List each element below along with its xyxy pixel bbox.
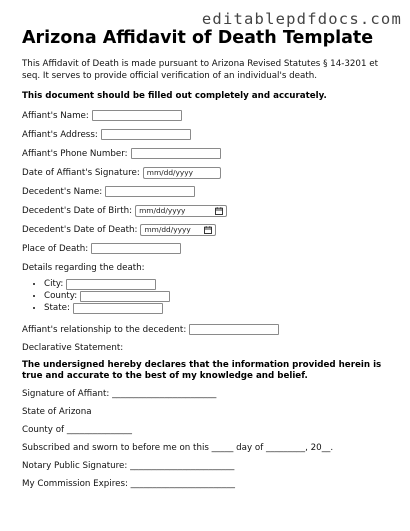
completion-notice: This document should be filled out completely and accurately.: [22, 91, 327, 101]
subscribed-sworn-line: Subscribed and sworn to before me on this _____ day of _________, 20__.: [22, 443, 334, 453]
commission-expires-line: My Commission Expires: ________________________: [22, 479, 235, 489]
decedent-birth-label: Decedent's Date of Birth:: [22, 205, 133, 216]
intro-paragraph: This Affidavit of Death is made pursuant to Arizona Revised Statutes § 14-3201 et seq. It serves to provide official verification of an individual's death.: [22, 59, 378, 81]
decedent-name-label: Decedent's Name:: [22, 186, 103, 197]
date-placeholder: mm/dd/yyyy: [139, 206, 186, 215]
affiant-address-label: Affiant's Address:: [22, 129, 98, 140]
declaration-text: The undersigned hereby declares that the information provided herein is true and accurate to the best of my knowledge and belief.: [22, 360, 382, 381]
relationship-label: Affiant's relationship to the decedent:: [22, 324, 187, 335]
date-placeholder: mm/dd/yyyy: [144, 225, 191, 234]
decedent-death-row: [22, 223, 392, 236]
decedent-death-date-input[interactable]: [140, 224, 216, 236]
affiant-signature-date-input[interactable]: [143, 167, 221, 179]
county-of-line: County of _______________: [22, 425, 132, 435]
decedent-name-input[interactable]: [105, 186, 195, 197]
affiant-phone-input[interactable]: [131, 148, 221, 159]
affiant-signature-date-row: [22, 166, 392, 179]
decedent-birth-date-input[interactable]: [135, 205, 227, 217]
affiant-phone-row: [22, 147, 392, 160]
affiant-name-input[interactable]: [92, 110, 182, 121]
calendar-icon[interactable]: [215, 207, 223, 215]
document-title: Arizona Affidavit of Death Template: [22, 28, 374, 48]
details-city-item: [44, 279, 392, 290]
decedent-birth-row: [22, 204, 392, 217]
county-label: • County:: [44, 291, 78, 301]
place-of-death-input[interactable]: [91, 243, 181, 254]
city-input[interactable]: [66, 279, 156, 290]
relationship-input[interactable]: [189, 324, 279, 335]
date-placeholder: mm/dd/yyyy: [146, 168, 194, 177]
affiant-address-row: [22, 128, 392, 141]
signature-of-affiant-line: Signature of Affiant: ________________________: [22, 389, 217, 399]
decedent-name-row: [22, 185, 392, 198]
place-of-death-label: Place of Death:: [22, 243, 89, 254]
state-of-line: State of Arizona: [22, 407, 92, 417]
place-of-death-row: [22, 242, 392, 255]
affiant-address-input[interactable]: [101, 129, 191, 140]
declarative-statement-heading: Declarative Statement:: [22, 343, 124, 353]
calendar-icon[interactable]: [204, 226, 212, 234]
details-state-item: [44, 303, 392, 314]
details-county-item: [44, 291, 392, 302]
notary-signature-line: Notary Public Signature: ________________________: [22, 461, 235, 471]
state-input[interactable]: [73, 303, 163, 314]
affiant-name-row: [22, 109, 392, 122]
decedent-death-label: Decedent's Date of Death:: [22, 224, 138, 235]
city-label: • City:: [44, 279, 64, 289]
relationship-row: [22, 323, 392, 336]
site-watermark: editablepdfdocs.com: [201, 10, 402, 28]
affidavit-form: [22, 27, 392, 491]
affiant-name-label: Affiant's Name:: [22, 110, 89, 121]
affiant-signature-date-label: Date of Affiant's Signature:: [22, 167, 140, 178]
affiant-phone-label: Affiant's Phone Number:: [22, 148, 128, 159]
state-label: • State:: [44, 303, 70, 313]
county-input[interactable]: [80, 291, 170, 302]
death-details-list: [22, 279, 392, 314]
details-heading: Details regarding the death:: [22, 263, 145, 273]
